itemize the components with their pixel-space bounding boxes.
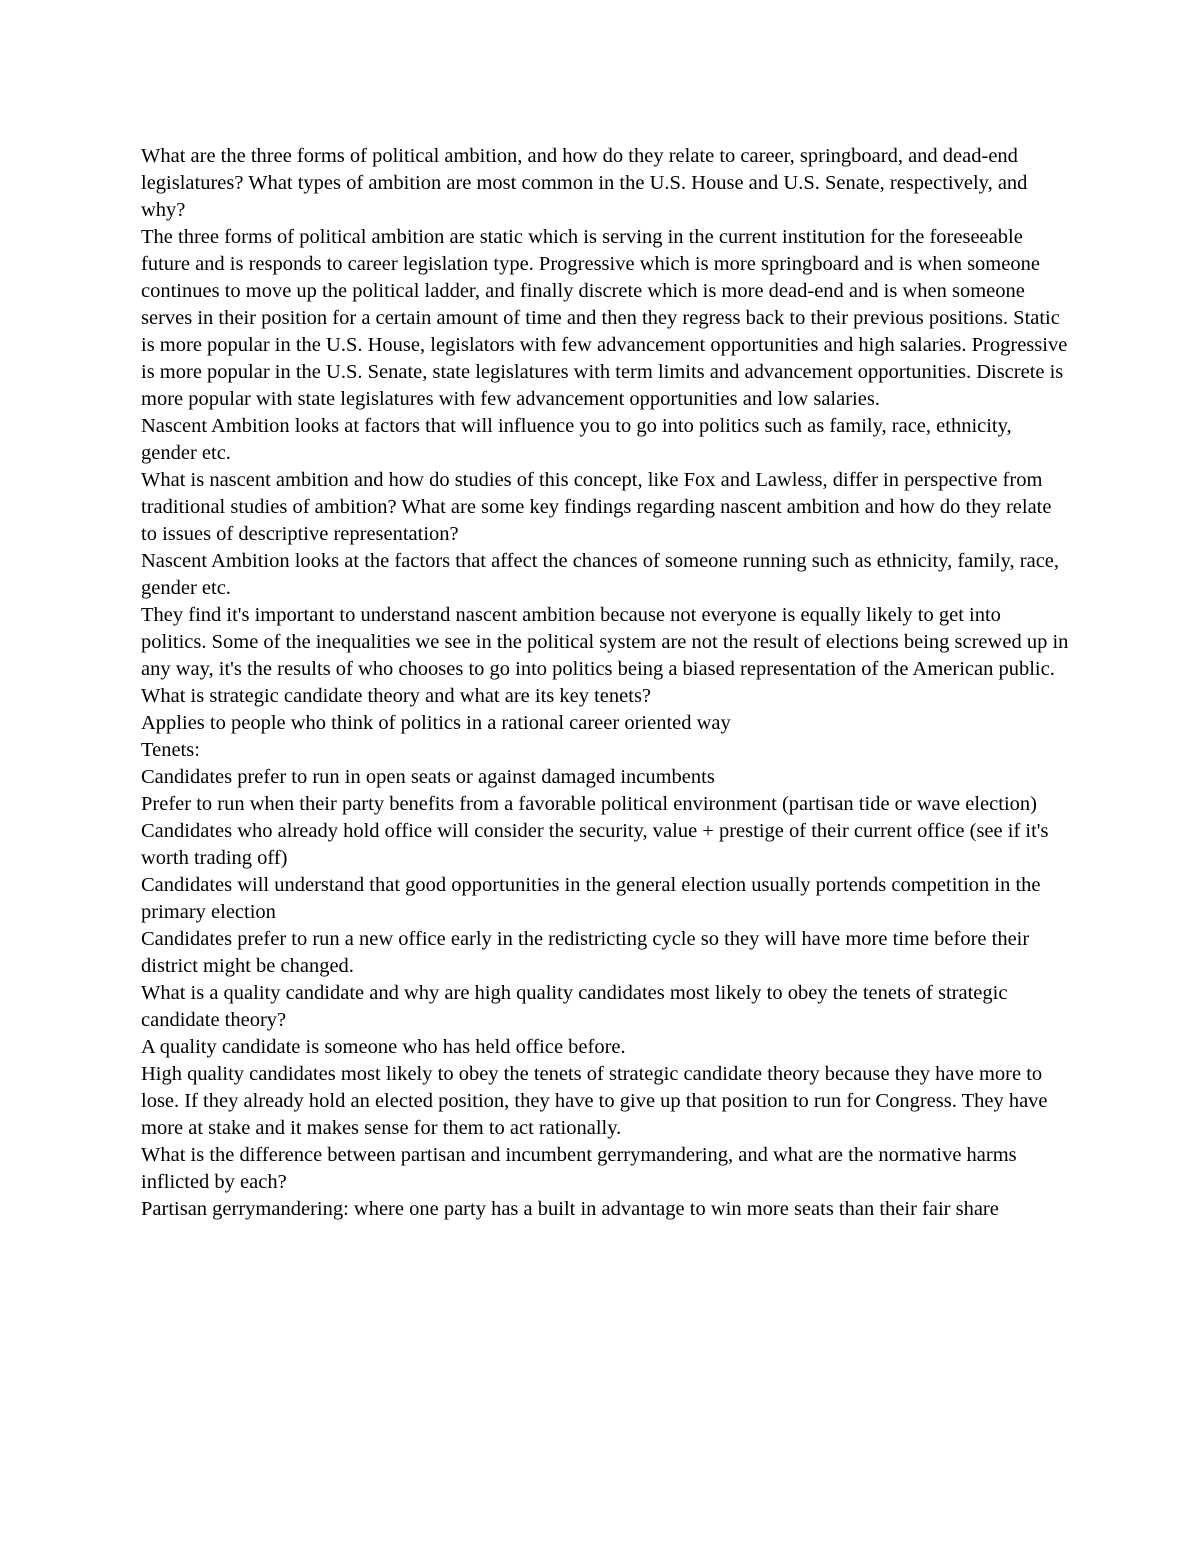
answer-quality-candidate: A quality candidate is someone who has held office before. — [141, 1036, 626, 1058]
answer-strategic-candidate: Applies to people who think of politics in a rational career oriented way — [141, 712, 731, 734]
question-gerrymandering: What is the difference between partisan and incumbent gerrymandering, and what are the normative harms inflicted by each? — [141, 1144, 1017, 1193]
tenet-item: Candidates will understand that good opportunities in the general election usually portends competition in the primary election — [141, 874, 1041, 923]
tenet-item: Prefer to run when their party benefits from a favorable political environment (partisan tide or wave election) — [141, 793, 1037, 815]
question-quality-candidate: What is a quality candidate and why are high quality candidates most likely to obey the tenets of strategic candidate theory? — [141, 982, 1008, 1031]
note-nascent-ambition: Nascent Ambition looks at factors that will influence you to go into politics such as family, race, ethnicity, gender etc. — [141, 415, 1012, 464]
tenet-item: Candidates prefer to run a new office early in the redistricting cycle so they will have more time before their district might be changed. — [141, 928, 1030, 977]
answer-quality-candidate-reason: High quality candidates most likely to obey the tenets of strategic candidate theory because they have more to lose. If they already hold an elected position, they have to give up that position to run for Congress. They have more at stake and it makes sense for them to act rationally. — [141, 1063, 1048, 1139]
question-strategic-candidate: What is strategic candidate theory and what are its key tenets? — [141, 685, 652, 707]
answer-nascent-findings: They find it's important to understand nascent ambition because not everyone is equally likely to get into politics. Some of the inequalities we see in the political system are not the result of elections being screwed up in any way, it's the results of who chooses to go into politics being a biased representation of the American public. — [141, 604, 1069, 680]
question-political-ambition: What are the three forms of political ambition, and how do they relate to career, springboard, and dead-end legislatures? What types of ambition are most common in the U.S. House and U.S. Senate, respectively, and why? — [141, 145, 1028, 221]
document-page — [141, 143, 1071, 1223]
answer-political-ambition: The three forms of political ambition are static which is serving in the current institution for the foreseeable future and is responds to career legislation type. Progressive which is more springboard and is when someone continues to move up the political ladder, and finally discrete which is more dead-end and is when someone serves in their position for a certain amount of time and then they regress back to their previous positions. Static is more popular in the U.S. House, legislators with few advancement opportunities and high salaries. Progressive is more popular in the U.S. Senate, state legislatures with term limits and advancement opportunities. Discrete is more popular with state legislatures with few advancement opportunities and low salaries. — [141, 226, 1068, 410]
tenets-heading: Tenets: — [141, 739, 200, 761]
tenet-item: Candidates who already hold office will consider the security, value + prestige of their current office (see if it's worth trading off) — [141, 820, 1049, 869]
answer-nascent-ambition: Nascent Ambition looks at the factors that affect the chances of someone running such as ethnicity, family, race, gender etc. — [141, 550, 1060, 599]
question-nascent-ambition: What is nascent ambition and how do studies of this concept, like Fox and Lawless, differ in perspective from traditional studies of ambition? What are some key findings regarding nascent ambition and how do they relate to issues of descriptive representation? — [141, 469, 1052, 545]
answer-partisan-gerrymandering: Partisan gerrymandering: where one party has a built in advantage to win more seats than their fair share — [141, 1198, 999, 1220]
tenet-item: Candidates prefer to run in open seats or against damaged incumbents — [141, 766, 715, 788]
